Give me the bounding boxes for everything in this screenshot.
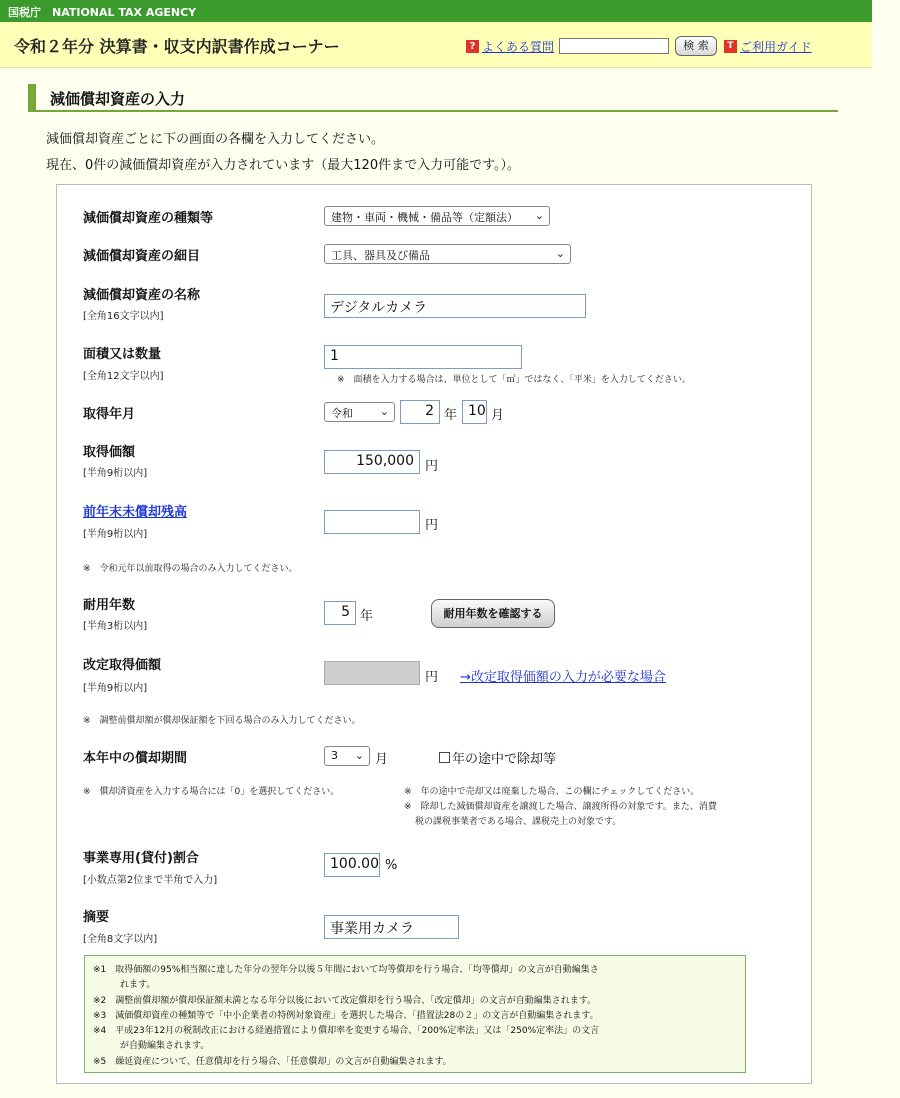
summary-input[interactable]: 事業用カメラ [324, 915, 459, 939]
asset-detail-value: 工具、器具及び備品 [331, 249, 430, 262]
quantity-input[interactable]: 1 [324, 345, 522, 369]
period-note-right-3: 税の課税事業者である場合、課税売上の対象です。 [415, 817, 622, 827]
user-guide-link[interactable] [724, 38, 812, 55]
period-note-right-2: ※ 除却した減価償却資産を譲渡した場合、譲渡所得の対象です。また、消費 [404, 802, 717, 812]
prev-balance-hint: [半角9桁以内] [83, 529, 148, 540]
useful-life-unit: 年 [360, 609, 374, 624]
asset-detail-label: 減価償却資産の細目 [83, 249, 201, 264]
user-guide-label[interactable]: ご利用ガイド [740, 40, 812, 54]
prev-balance-unit: 円 [425, 518, 439, 533]
business-ratio-label: 事業専用(貸付)割合 [83, 851, 199, 866]
chevron-down-icon: ⌄ [379, 405, 389, 418]
acquisition-price-label: 取得価額 [83, 445, 136, 460]
summary-label: 摘要 [83, 910, 110, 925]
prev-balance-input[interactable] [324, 510, 420, 534]
acquisition-year-input[interactable]: 2 [400, 400, 440, 424]
year-unit: 年 [444, 408, 458, 423]
section-heading [28, 84, 838, 112]
depreciation-period-value: 3 [331, 749, 338, 762]
note-line: れます。 [93, 980, 156, 990]
revised-price-unit: 円 [425, 670, 439, 685]
era-value: 令和 [331, 407, 353, 420]
useful-life-input[interactable]: 5 [324, 601, 356, 625]
depreciation-period-label: 本年中の償却期間 [83, 751, 188, 766]
asset-type-label: 減価償却資産の種類等 [83, 211, 214, 226]
asset-type-value: 建物・車両・機械・備品等（定額法） [331, 211, 518, 224]
chevron-down-icon: ⌄ [555, 247, 565, 260]
agency-bar [0, 0, 872, 22]
period-note-right-1: ※ 年の途中で売却又は廃棄した場合、この欄にチェックしてください。 [404, 787, 700, 797]
note-line: ※4 平成23年12月の税制改正における経過措置により償却率を変更する場合、「200%定率法」又は「250%定率法」の文言 [93, 1026, 600, 1036]
note-line: ※2 調整前償却額が償却保証額未満となる年分以後において改定償却を行う場合、「改定償却」の文言が自動編集されます。 [93, 996, 597, 1006]
revised-price-help-link[interactable]: →改定取得価額の入力が必要な場合 [460, 670, 666, 685]
prev-balance-link[interactable]: 前年末未償却残高 [83, 505, 188, 520]
business-ratio-unit: % [385, 858, 398, 873]
disposal-checkbox[interactable] [439, 752, 450, 763]
faq-link-label[interactable]: よくある質問 [482, 40, 555, 54]
acquisition-price-input[interactable]: 150,000 [324, 450, 420, 474]
asset-form-panel [56, 184, 812, 1084]
check-useful-life-button[interactable]: 耐用年数を確認する [431, 599, 555, 628]
asset-name-label: 減価償却資産の名称 [83, 288, 201, 303]
quantity-label: 面積又は数量 [83, 347, 162, 362]
faq-link[interactable] [466, 38, 554, 55]
intro-text-2: 現在、0件の減価償却資産が入力されています（最大120件まで入力可能です。）。 [46, 158, 521, 173]
useful-life-label: 耐用年数 [83, 598, 136, 613]
business-ratio-hint: [小数点第2位まで半角で入力] [83, 875, 218, 886]
quantity-note: ※ 面積を入力する場合は、単位として「㎡」ではなく、「平米」を入力してください。 [337, 375, 691, 385]
asset-type-select[interactable] [324, 206, 550, 226]
revised-price-label: 改定取得価額 [83, 658, 162, 673]
guide-icon: T [724, 40, 737, 53]
auto-edit-notes [84, 955, 746, 1073]
month-unit: 月 [491, 408, 505, 423]
revised-price-input [324, 661, 420, 685]
prev-balance-note: ※ 令和元年以前取得の場合のみ入力してください。 [83, 564, 298, 574]
useful-life-hint: [半角3桁以内] [83, 621, 148, 632]
quantity-hint: [全角12文字以内] [83, 371, 164, 382]
summary-hint: [全角8文字以内] [83, 934, 158, 945]
period-unit: 月 [375, 752, 389, 767]
search-input[interactable] [559, 38, 669, 54]
acquisition-price-unit: 円 [425, 459, 439, 474]
section-title: 減価償却資産の入力 [50, 90, 186, 108]
disposal-checkbox-row[interactable] [439, 748, 556, 767]
note-line: が自動編集されます。 [93, 1041, 210, 1051]
search-button[interactable]: 検 索 [675, 36, 717, 56]
asset-name-hint: [全角16文字以内] [83, 311, 164, 322]
acquisition-price-hint: [半角9桁以内] [83, 468, 148, 479]
app-header [0, 22, 872, 68]
revised-price-hint: [半角9桁以内] [83, 683, 148, 694]
business-ratio-input[interactable]: 100.00 [324, 853, 380, 877]
acquisition-month-input[interactable]: 10 [462, 400, 487, 424]
acquisition-date-label: 取得年月 [83, 407, 136, 422]
era-select[interactable] [324, 402, 395, 422]
period-note-left: ※ 償却済資産を入力する場合には「0」を選択してください。 [83, 787, 340, 797]
depreciation-period-select[interactable] [324, 746, 370, 766]
asset-detail-select[interactable] [324, 244, 571, 264]
agency-name: 国税庁 NATIONAL TAX AGENCY [8, 6, 197, 19]
heading-accent-bar [28, 84, 36, 110]
note-line: ※5 繰延資産について、任意償却を行う場合、「任意償却」の文言が自動編集されます。 [93, 1057, 452, 1067]
chevron-down-icon: ⌄ [354, 749, 364, 762]
disposal-checkbox-label: 年の途中で除却等 [452, 752, 557, 767]
chevron-down-icon: ⌄ [534, 209, 544, 222]
help-question-icon: ? [466, 40, 479, 53]
note-line: ※3 減価償却資産の種類等で「中小企業者の特例対象資産」を選択した場合、「措置法28の２」の文言が自動編集されます。 [93, 1011, 599, 1021]
note-line: ※1 取得価額の95%相当額に達した年分の翌年分以後５年間において均等償却を行う場合、「均等償却」の文言が自動編集さ [93, 965, 599, 975]
revised-price-note: ※ 調整前償却額が償却保証額を下回る場合のみ入力してください。 [83, 716, 361, 726]
app-title: 令和２年分 決算書・収支内訳書作成コーナー [14, 37, 340, 56]
asset-name-input[interactable]: デジタルカメラ [324, 294, 586, 318]
intro-text-1: 減価償却資産ごとに下の画面の各欄を入力してください。 [46, 132, 385, 147]
